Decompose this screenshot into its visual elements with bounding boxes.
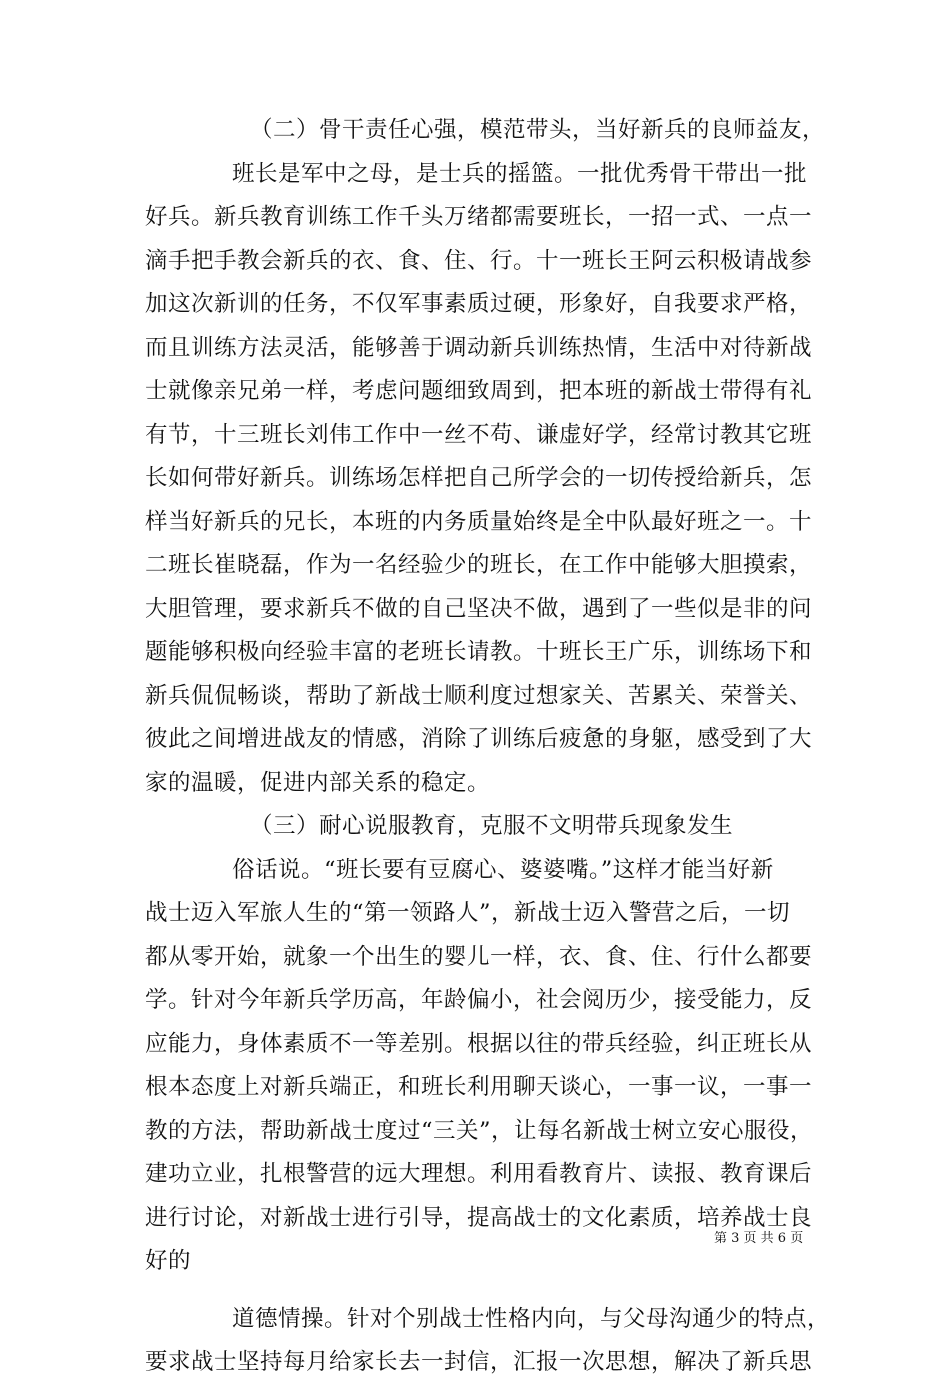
paragraph-line: 而且训练方法灵活，能够善于调动新兵训练热情，生活中对待新战 xyxy=(145,334,813,361)
section-heading: （三）耐心说服教育，克服不文明带兵现象发生 xyxy=(250,813,734,839)
paragraph-line: 都从零开始，就象一个出生的婴儿一样，衣、食、住、行什么都要 xyxy=(145,943,813,970)
paragraph-line: 加这次新训的任务，不仅军事素质过硬，形象好，自我要求严格， xyxy=(145,291,813,317)
paragraph-line: 样当好新兵的兄长，本班的内务质量始终是全中队最好班之一。十 xyxy=(145,508,813,535)
paragraph-line: 学。针对今年新兵学历高，年龄偏小，社会阅历少，接受能力，反 xyxy=(145,987,813,1013)
paragraph-line: 大胆管理，要求新兵不做的自己坚决不做，遇到了一些似是非的问 xyxy=(145,595,813,622)
paragraph-line: 战士迈入军旅人生的“第一领路人”，新战士迈入警营之后，一切 xyxy=(145,900,791,926)
paragraph-line: 士就像亲兄弟一样，考虑问题细致周到，把本班的新战士带得有礼 xyxy=(145,378,813,404)
paragraph-line: 长如何带好新兵。训练场怎样把自己所学会的一切传授给新兵，怎 xyxy=(145,465,813,491)
paragraph-line: 好兵。新兵教育训练工作千头万绪都需要班长，一招一式、一点一 xyxy=(145,204,813,230)
section-heading: （二）骨干责任心强，模范带头，当好新兵的良师益友， xyxy=(250,117,826,143)
paragraph-line: 题能够积极向经验丰富的老班长请教。十班长王广乐，训练场下和 xyxy=(145,639,813,665)
paragraph-line: 要求战士坚持每月给家长去一封信，汇报一次思想，解决了新兵思 xyxy=(145,1349,813,1375)
paragraph-line: 班长是军中之母，是士兵的摇篮。一批优秀骨干带出一批 xyxy=(232,160,808,187)
paragraph-line: 二班长崔晓磊，作为一名经验少的班长，在工作中能够大胆摸索， xyxy=(145,552,813,578)
paragraph-line: 俗话说。“班长要有豆腐心、婆婆嘴。”这样才能当好新 xyxy=(232,856,774,883)
paragraph-line: 教的方法，帮助新战士度过“三关”，让每名新战士树立安心服役， xyxy=(145,1117,814,1144)
paragraph-line: 根本态度上对新兵端正，和班长利用聊天谈心，一事一议，一事一 xyxy=(145,1074,813,1100)
page-number: 第 3 页 共 6 页 xyxy=(714,1231,804,1246)
paragraph-line: 道德情操。针对个别战士性格内向，与父母沟通少的特点， xyxy=(232,1305,831,1332)
paragraph-line: 建功立业，扎根警营的远大理想。利用看教育片、读报、教育课后 xyxy=(145,1161,813,1187)
paragraph-line: 家的温暖，促进内部关系的稳定。 xyxy=(145,769,491,796)
paragraph-line: 新兵侃侃畅谈，帮助了新战士顺利度过想家关、苦累关、荣誉关、 xyxy=(145,682,813,709)
paragraph-line: 彼此之间增进战友的情感，消除了训练后疲惫的身躯，感受到了大 xyxy=(145,726,813,752)
paragraph-line: 好的 xyxy=(145,1248,192,1274)
paragraph-line: 进行讨论，对新战士进行引导，提高战士的文化素质，培养战士良 xyxy=(145,1204,813,1231)
paragraph-line: 滴手把手教会新兵的衣、食、住、行。十一班长王阿云积极请战参 xyxy=(145,247,813,274)
paragraph-line: 应能力，身体素质不一等差别。根据以往的带兵经验，纠正班长从 xyxy=(145,1030,813,1057)
paragraph-line: 有节，十三班长刘伟工作中一丝不苟、谦虚好学，经常讨教其它班 xyxy=(145,421,813,448)
